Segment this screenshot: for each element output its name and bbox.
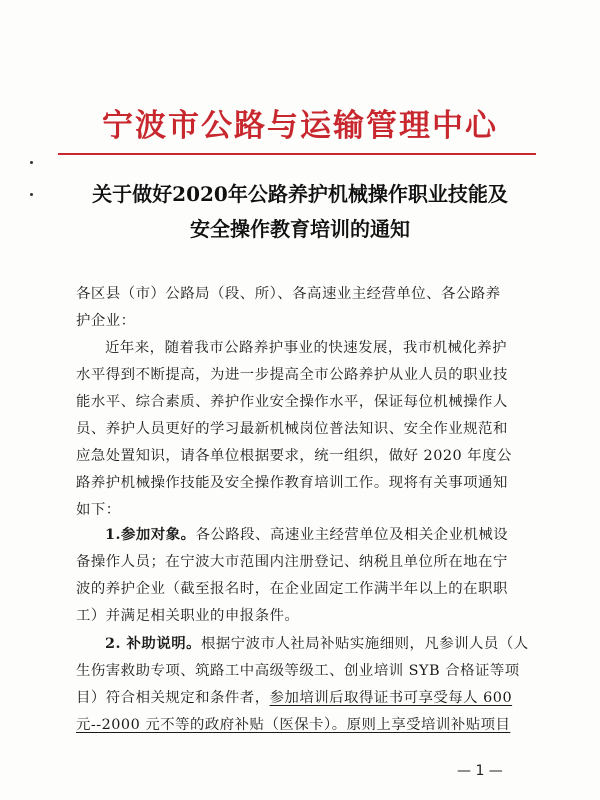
paragraph-line: 备操作人员；在宁波大市范围内注册登记、纳税且单位所在地在宁 — [76, 554, 508, 570]
letterhead-red-rule — [58, 153, 536, 155]
document-title — [0, 177, 600, 247]
title-line-2: 安全操作教育培训的通知 — [190, 217, 410, 241]
section-heading: 1.参加对象。 — [105, 526, 196, 543]
paragraph-line — [76, 630, 529, 658]
paragraph-text: 根据宁波市人社局补贴实施细则，凡参训人员（人 — [201, 636, 529, 652]
paragraph-line: 如下： — [76, 502, 121, 518]
addressee — [76, 281, 526, 335]
paragraph-text: 目）符合相关规定和条件者， — [76, 690, 270, 706]
addressee-line: 各区县（市）公路局（段、所）、各高速业主经营单位、各公路养 — [76, 286, 501, 302]
paragraph-line: 生伤害救助专项、筑路工中高级等级工、创业培训 SYB 合格证等项 — [76, 663, 520, 679]
paragraph-intro — [76, 335, 526, 524]
paragraph-line — [76, 685, 526, 712]
underlined-text: 参加培训后取得证书可享受每人 600 — [269, 690, 513, 706]
paragraph-line — [76, 521, 526, 549]
paragraph-subsidy — [76, 630, 529, 739]
paragraph-line: 水平得到不断提高，为进一步提高全市公路养护从业人员的职业技 — [76, 367, 508, 383]
page-number: — 1 — — [457, 763, 503, 779]
paragraph-line: 能水平、综合素质、养护作业安全操作水平，保证每位机械操作人 — [76, 394, 508, 410]
paragraph-line: 路养护机械操作技能及安全操作教育培训工作。现将有关事项通知 — [76, 475, 508, 491]
paragraph-line: 应急处置知识，请各单位根据要求，统一组织，做好 2020 年度公 — [76, 448, 512, 464]
paragraph-line: 近年来，随着我市公路养护事业的快速发展，我市机械化养护 — [105, 340, 508, 356]
letterhead: 宁波市公路与运输管理中心 — [102, 108, 498, 144]
paragraph-line: 波的养护企业（截至报名时，在企业固定工作满半年以上的在职职 — [76, 581, 508, 597]
paragraph-line: 工）并满足相关职业的申报条件。 — [76, 608, 300, 624]
addressee-line: 护企业： — [76, 313, 136, 329]
title-line-1: 关于做好2020年公路养护机械操作职业技能及 — [92, 182, 508, 206]
section-heading: 2. 补助说明。 — [105, 635, 201, 652]
paragraph-line: 员、养护人员更好的学习最新机械岗位普法知识、安全作业规范和 — [76, 421, 508, 437]
paragraph-text: 各公路段、高速业主经营单位及相关企业机械设 — [195, 527, 509, 543]
paragraph-participants — [76, 521, 526, 630]
margin-dot — [30, 161, 33, 164]
underlined-text: 元--2000 元不等的政府补贴（医保卡）。原则上享受培训补贴项目 — [76, 717, 511, 733]
